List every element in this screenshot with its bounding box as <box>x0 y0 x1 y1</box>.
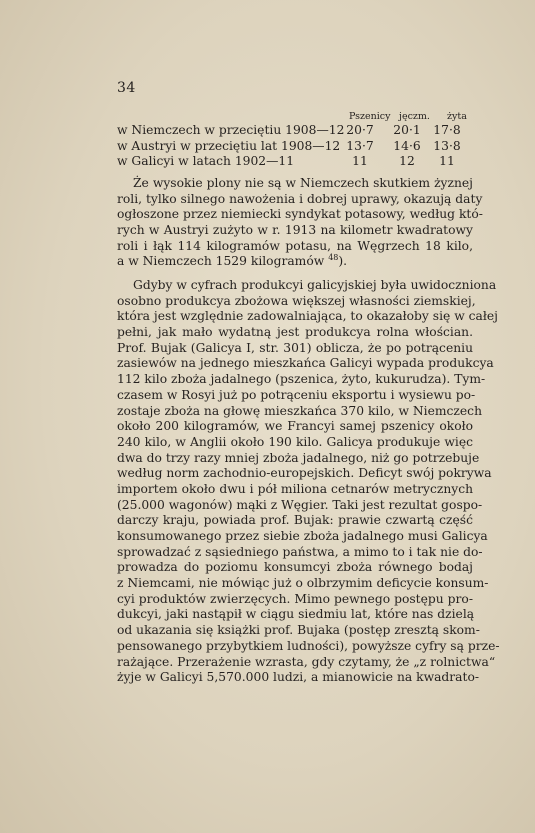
cell-rye: 11 <box>439 154 455 169</box>
text-line: dukcyi, jaki nastąpił w ciągu siedmiu lat, które nas dzielą <box>117 607 475 622</box>
text-line: dwa do trzy razy mniej zboża jadalnego, niż go potrzebuje <box>117 450 480 465</box>
table-row <box>117 154 472 170</box>
text-line: zostaje zboża na głowę mieszkańca 370 kilo, w Niemczech <box>117 403 482 418</box>
text-line: z Niemcami, nie mówiąc już o olbrzymim deficycie konsum- <box>117 576 489 591</box>
text-line: (25.000 wagonów) mąki z Węgier. Taki jest rezultat gospo- <box>117 497 483 512</box>
row-label: w Galicyi w latach 1902—11 <box>117 154 295 169</box>
text-line: pełni, jak mało wydatną jest produkcya rolna włościan. <box>117 325 473 340</box>
page-number: 34 <box>117 80 136 96</box>
table-row <box>117 139 472 155</box>
text-line: rażające. Przerażenie wzrasta, gdy czytamy, że „z rolnictwa“ <box>117 654 496 669</box>
table-row <box>117 123 472 139</box>
text-line: importem około dwu i pół miliona cetnarów metrycznych <box>117 481 473 496</box>
header-barley: jęczm. <box>399 111 430 122</box>
text-line: około 200 kilogramów, we Francyi samej pszenicy około <box>117 419 473 434</box>
text-line: ogłoszone przez niemiecki syndykat potasowy, według któ- <box>117 207 483 222</box>
cell-rye: 13·8 <box>433 138 461 153</box>
yield-table <box>117 108 472 170</box>
header-wheat: Pszenicy <box>349 111 391 122</box>
text-line: osobno produkcya zbożowa większej własności ziemskiej, <box>117 293 476 308</box>
text-line: Gdyby w cyfrach produkcyi galicyjskiej była uwidoczniona <box>133 278 497 292</box>
text-fragment: ). <box>338 254 348 269</box>
cell-wheat: 13·7 <box>346 138 374 153</box>
text-line: zasiewów na jednego mieszkańca Galicyi wypada produkcya <box>117 356 494 371</box>
text-line: od ukazania się książki prof. Bujaka (postęp zresztą skom- <box>117 623 480 638</box>
cell-wheat: 20·7 <box>346 123 374 137</box>
text-line: darczy kraju, powiada prof. Bujak: prawie czwartą część <box>117 513 473 528</box>
text-line: 240 kilo, w Anglii około 190 kilo. Galicya produkuje więc <box>117 434 473 449</box>
paragraph-fertilization <box>117 176 483 270</box>
cell-wheat: 11 <box>352 154 368 169</box>
text-line: żyje w Galicyi 5,570.000 ludzi, a mianowicie na kwadrato- <box>117 670 480 685</box>
footnote-reference: 48 <box>328 253 339 263</box>
text-line <box>117 254 473 270</box>
text-line: która jest względnie zadowalniająca, to okazałoby się w całej <box>117 309 498 324</box>
text-line: roli i łąk 114 kilogramów potasu, na Węgrzech 18 kilo, <box>117 238 473 253</box>
cell-barley: 14·6 <box>393 138 421 153</box>
text-fragment: a w Niemczech 1529 kilogramów <box>117 254 325 269</box>
text-line: roli, tylko silnego nawożenia i dobrej uprawy, okazują daty <box>117 191 483 206</box>
text-line: rych w Austryi zużyto w r. 1913 na kilometr kwadratowy <box>117 223 473 238</box>
text-line: Prof. Bujak (Galicya I, str. 301) oblicza, że po potrąceniu <box>117 340 473 355</box>
row-label: w Niemczech w przeciętiu 1908—12 <box>117 123 345 137</box>
cell-rye: 17·8 <box>433 123 461 137</box>
text-line: sprowadzać z sąsiedniego państwa, a mimo to i tak nie do- <box>117 544 483 559</box>
text-line: według norm zachodnio-europejskich. Deficyt swój pokrywa <box>117 466 492 481</box>
cell-barley: 12 <box>399 154 415 169</box>
table-header-row <box>117 108 472 123</box>
header-rye: żyta <box>447 111 467 122</box>
row-label: w Austryi w przeciętiu lat 1908—12 <box>117 138 341 153</box>
text-line: 112 kilo zboża jadalnego (pszenica, żyto, kukurudza). Tym- <box>117 372 486 387</box>
cell-barley: 20·1 <box>393 123 421 137</box>
text-line: konsumowanego przez siebie zboża jadalnego musi Galicya <box>117 529 488 543</box>
text-line: cyi produktów zwierzęcych. Mimo pewnego postępu pro- <box>117 591 473 606</box>
text-line: pensowanego przybytkiem ludności), powyższe cyfry są prze- <box>117 638 500 653</box>
text-line: prowadza do poziomu konsumcyi zboża równego bodaj <box>117 560 473 575</box>
text-line: Że wysokie plony nie są w Niemczech skutkiem żyznej <box>133 176 473 190</box>
text-line: czasem w Rosyi już po potrąceniu eksportu i wysiewu po- <box>117 387 476 402</box>
paragraph-grain-production <box>117 278 500 686</box>
